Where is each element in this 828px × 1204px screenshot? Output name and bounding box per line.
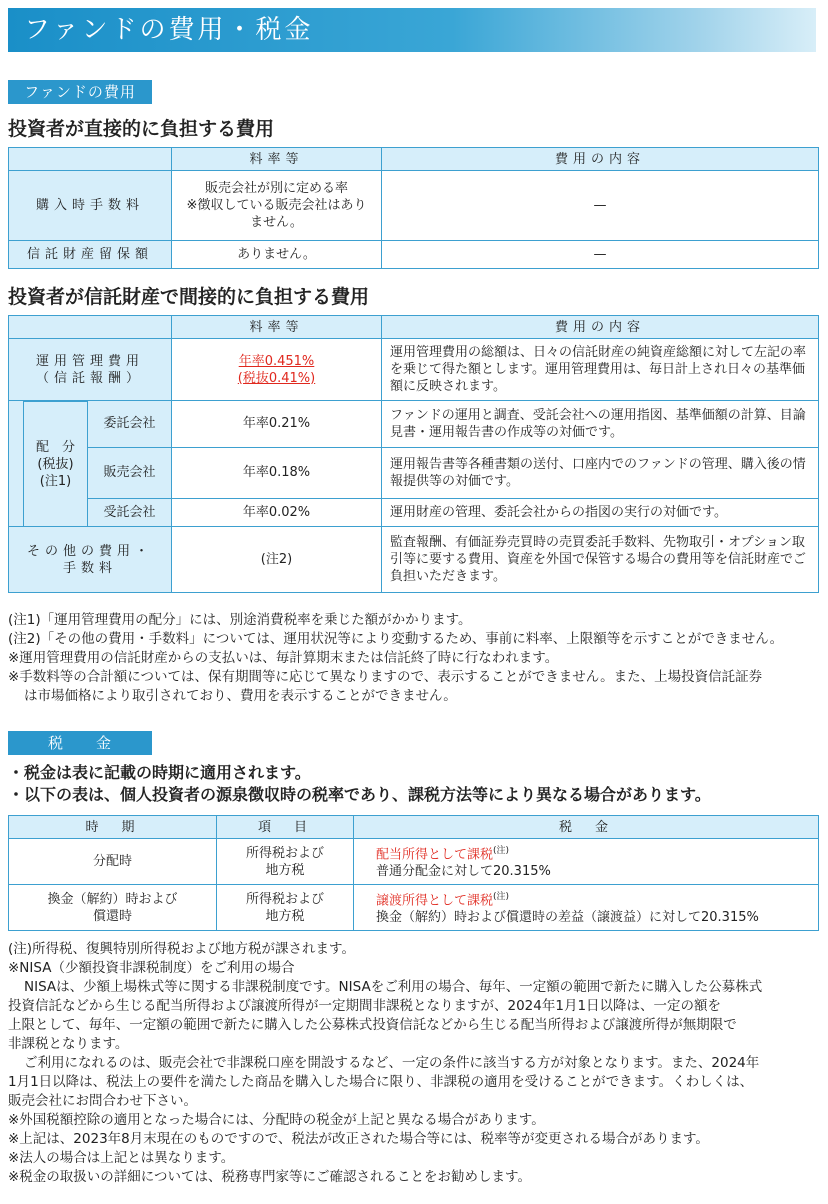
table-row	[9, 885, 819, 931]
tax-item-header: 項 目	[217, 816, 354, 839]
period-line: 換金（解約）時および	[47, 891, 178, 907]
tax-detail: 換金（解約）時および償還時の差益（譲渡益）に対して20.315%	[376, 910, 759, 926]
table-row	[9, 171, 819, 241]
tax-section-label: 税 金	[8, 731, 152, 755]
name-line: 運用管理費用	[35, 353, 144, 369]
name-line: （信託報酬）	[35, 370, 144, 386]
table-row	[9, 498, 819, 526]
note-line: ※NISA（少額投資非課税制度）をご利用の場合	[8, 960, 295, 976]
tax-note-mark: (注)	[493, 891, 510, 902]
indirect-fees-heading: 投資者が信託財産で間接的に負担する費用	[8, 286, 370, 308]
other-fees-rate: (注2)	[172, 527, 382, 593]
note-line: ※上記は、2023年8月末現在のものですので、税法が改正された場合等には、税率等が変更される場合があります。	[8, 1131, 709, 1147]
direct-desc-header: 費用の内容	[382, 148, 819, 171]
period-line: 分配時	[92, 854, 132, 869]
direct-fees-table	[8, 147, 819, 269]
rate-line: ません。	[250, 215, 303, 230]
note-line: 非課税となります。	[8, 1036, 129, 1052]
tax-detail-cell	[354, 839, 819, 885]
trust-reserve-desc: —	[382, 241, 819, 269]
note-line: (注)所得税、復興特別所得税および地方税が課されます。	[8, 941, 355, 957]
rate-line: 年率0.451%	[238, 353, 315, 369]
name-line: その他の費用・	[26, 543, 153, 559]
note-line: 投資信託などから生じる配当所得および譲渡所得が一定期間非課税となりますが、2024年1月1日以降は、一定の額を	[8, 998, 722, 1014]
tax-note-mark: (注)	[493, 845, 510, 856]
item-line: 所得税および	[245, 845, 324, 861]
allocation-desc: ファンドの運用と調査、受託会社への運用指図、基準価額の計算、目論見書・運用報告書の作成等の対価です。	[382, 401, 819, 448]
page-title: ファンドの費用・税金	[24, 15, 314, 45]
allocation-label-cell	[9, 401, 88, 527]
allocation-rate: 年率0.21%	[172, 401, 382, 448]
tax-period	[9, 885, 217, 931]
label-line: 配 分	[35, 439, 75, 455]
tax-period-header: 時 期	[9, 816, 217, 839]
table-row	[9, 241, 819, 269]
table-row	[9, 339, 819, 401]
table-row	[9, 401, 819, 448]
direct-empty-header	[9, 148, 172, 171]
indirect-empty-header	[9, 316, 172, 339]
tax-notes	[8, 940, 820, 1187]
item-line: 所得税および	[245, 891, 324, 907]
allocation-rate: 年率0.18%	[172, 447, 382, 498]
allocation-desc: 運用財産の管理、委託会社からの指図の実行の対価です。	[382, 498, 819, 526]
note-line: NISAは、少額上場株式等に関する非課税制度です。NISAをご利用の場合、毎年、一定額の範囲で新たに購入した公募株式	[24, 979, 763, 995]
tax-type: 譲渡所得として課税	[376, 893, 494, 909]
management-fee-rate	[172, 339, 382, 401]
fees-section-label: ファンドの費用	[8, 80, 152, 104]
other-fees-desc: 監査報酬、有価証券売買時の売買委託手数料、先物取引・オプション取引等に要する費用、資産を外国で保管する場合の費用等を信託財産でご負担いただきます。	[382, 527, 819, 593]
allocation-name: 販売会社	[88, 447, 172, 498]
name-line: 手数料	[62, 560, 117, 576]
rate-line: ※徴収している販売会社はあり	[186, 198, 367, 213]
direct-fees-heading: 投資者が直接的に負担する費用	[8, 118, 275, 140]
tax-type: 配当所得として課税	[376, 847, 494, 863]
allocation-rate: 年率0.02%	[172, 498, 382, 526]
allocation-name: 委託会社	[88, 401, 172, 448]
rate-line: 販売会社が別に定める率	[204, 181, 348, 196]
note-line: 販売会社にお問合わせ下さい。	[8, 1093, 197, 1109]
label-line: (注1)	[39, 473, 72, 489]
tax-detail-cell	[354, 885, 819, 931]
allocation-desc: 運用報告書等各種書類の送付、口座内でのファンドの管理、購入後の情報提供等の対価です。	[382, 447, 819, 498]
note-line: ※運用管理費用の信託財産からの支払いは、毎計算期末または信託終了時に行なわれます。	[8, 650, 559, 666]
management-fee-desc: 運用管理費用の総額は、日々の信託財産の純資産総額に対して左記の率を乗じて得た額とします。運用管理費用は、毎日計上され日々の基準価額に反映されます。	[382, 339, 819, 401]
indirect-rate-header: 料率等	[172, 316, 382, 339]
note-line: 1月1日以降は、税法上の要件を満たした商品を購入した場合に限り、非課税の適用を受けることができます。くわしくは、	[8, 1074, 754, 1090]
item-line: 地方税	[265, 908, 305, 924]
trust-reserve-name: 信託財産留保額	[9, 241, 172, 269]
tax-tax-header: 税 金	[354, 816, 819, 839]
direct-rate-header: 料率等	[172, 148, 382, 171]
purchase-fee-name: 購入時手数料	[9, 171, 172, 241]
allocation-label	[23, 401, 87, 526]
table-row	[9, 527, 819, 593]
note-line: (注1)「運用管理費用の配分」には、別途消費税率を乗じた額がかかります。	[8, 612, 472, 628]
indirect-fees-table	[8, 315, 819, 593]
tax-table	[8, 815, 819, 931]
tax-period	[9, 839, 217, 885]
management-fee-name	[9, 339, 172, 401]
purchase-fee-desc: —	[382, 171, 819, 241]
bullet-line: ・以下の表は、個人投資者の源泉徴収時の税率であり、課税方法等により異なる場合があります。	[8, 785, 711, 804]
note-line: ※手数料等の合計額については、保有期間等に応じて異なりますので、表示することができません。また、上場投資信託証券	[8, 669, 763, 685]
note-line: ※法人の場合は上記とは異なります。	[8, 1150, 235, 1166]
table-row	[9, 447, 819, 498]
table-row	[9, 839, 819, 885]
note-line: ご利用になれるのは、販売会社で非課税口座を開設するなど、一定の条件に該当する方が対象となります。また、2024年	[24, 1055, 760, 1071]
other-fees-name	[9, 527, 172, 593]
tax-item	[217, 885, 354, 931]
allocation-name: 受託会社	[88, 498, 172, 526]
note-line: (注2)「その他の費用・手数料」については、運用状況等により変動するため、事前に料率、上限額等を示すことができません。	[8, 631, 784, 647]
note-line: 上限として、毎年、一定額の範囲で新たに購入した公募株式投資信託などから生じる配当所得および譲渡所得が無期限で	[8, 1017, 737, 1033]
indirect-desc-header: 費用の内容	[382, 316, 819, 339]
purchase-fee-rate	[172, 171, 382, 241]
period-line: 償還時	[92, 908, 132, 924]
rate-line: (税抜0.41%)	[237, 370, 316, 386]
tax-detail: 普通分配金に対して20.315%	[376, 864, 551, 880]
bullet-line: ・税金は表に記載の時期に適用されます。	[8, 763, 311, 782]
trust-reserve-rate: ありません。	[172, 241, 382, 269]
item-line: 地方税	[265, 862, 305, 878]
title-banner	[8, 8, 816, 52]
fees-notes	[8, 611, 820, 706]
note-line: ※税金の取扱いの詳細については、税務専門家等にご確認されることをお勧めします。	[8, 1169, 531, 1185]
note-line: は市場価格により取引されており、費用を表示することができません。	[24, 688, 457, 704]
label-line: (税抜)	[37, 456, 74, 472]
tax-bullets	[8, 762, 711, 806]
note-line: ※外国税額控除の適用となった場合には、分配時の税金が上記と異なる場合があります。	[8, 1112, 545, 1128]
tax-item	[217, 839, 354, 885]
